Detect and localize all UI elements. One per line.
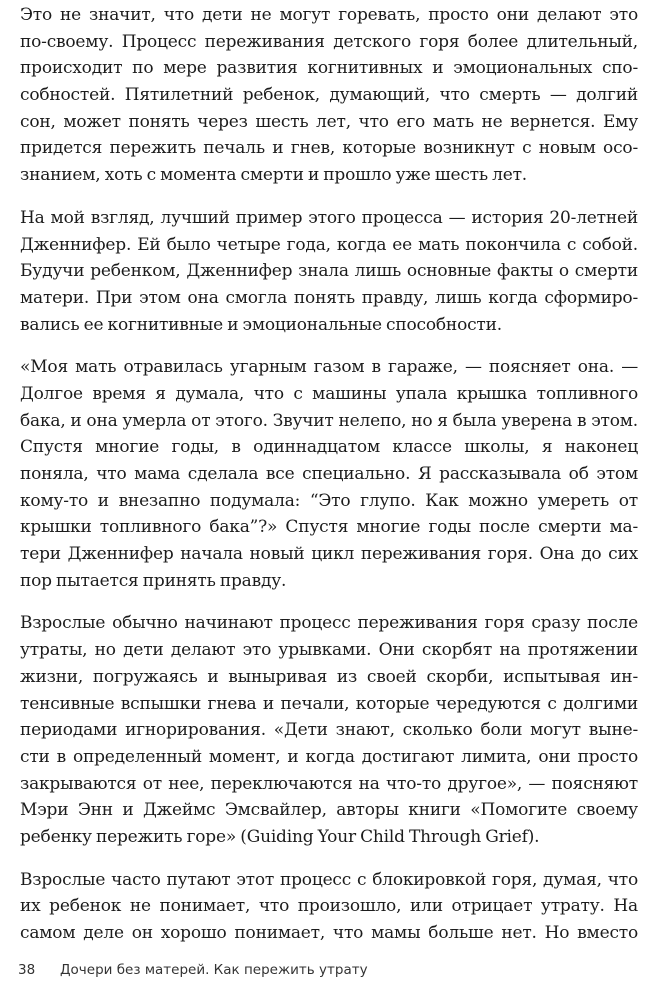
text-line: тенсивные вспышки гнева и печали, которые чередуются с долгими (20, 693, 638, 714)
text-line: Взрослые обычно начинают процесс переживания горя сразу после (20, 613, 638, 634)
text-line: ребенку пережить горе» (Guiding Your Child Through Grief). (20, 826, 540, 847)
text-line: пор пытается принять правду. (20, 570, 287, 591)
text-line: закрываются от нее, переключаются на что-то другое», — поясняют (20, 773, 638, 794)
text-line: собностей. Пятилетний ребенок, думающий, что смерть — долгий (20, 85, 638, 106)
running-title: Дочери без матерей. Как пережить утрату (60, 962, 368, 978)
text-line: Дженнифер. Ей было четыре года, когда ее мать покончила с собой. (20, 234, 638, 255)
text-line: Долгое время я думала, что с машины упала крышка топливного (20, 383, 638, 404)
text-line: Спустя многие годы, в одиннадцатом классе школы, я наконец (20, 437, 638, 458)
text-line: сон, может понять через шесть лет, что его мать не вернется. Ему (20, 111, 638, 132)
text-line: утраты, но дети делают это урывками. Они скорбят на протяжении (20, 640, 638, 661)
page-body (20, 2, 638, 963)
text-line: их ребенок не понимает, что произошло, или отрицает утрату. На (20, 896, 638, 917)
text-line: На мой взгляд, лучший пример этого процесса — история 20-летней (20, 207, 638, 228)
text-line: бака, и она умерла от этого. Звучит нелепо, но я была уверена в этом. (20, 410, 638, 431)
text-line: жизни, погружаясь и выныривая из своей скорби, испытывая ин- (20, 666, 638, 687)
text-line: происходит по мере развития когнитивных и эмоциональных спо- (20, 58, 638, 79)
paragraph (20, 867, 638, 947)
text-line: «Моя мать отравилась угарным газом в гараже, — поясняет она. — (20, 357, 638, 378)
paragraph (20, 2, 638, 189)
text-line: знанием, хоть с момента смерти и прошло уже шесть лет. (20, 165, 527, 186)
text-line: матери. При этом она смогла понять правду, лишь когда сформиро- (20, 287, 638, 308)
text-line: периодами игнорирования. «Дети знают, сколько боли могут выне- (20, 720, 638, 741)
text-line: Это не значит, что дети не могут горевать, просто они делают это (20, 5, 638, 25)
paragraph (20, 610, 638, 850)
paragraph (20, 205, 638, 338)
text-line: поняла, что мама сделала все специально. Я рассказывала об этом (20, 464, 638, 484)
text-line: придется пережить печаль и гнев, которые возникнут с новым осо- (20, 138, 638, 159)
text-line: самом деле он хорошо понимает, что мамы больше нет. Но вместо (20, 923, 638, 943)
text-line: Взрослые часто путают этот процесс с блокировкой горя, думая, что (20, 869, 638, 890)
page-number: 38 (18, 962, 36, 978)
text-line: вались ее когнитивные и эмоциональные способности. (20, 314, 502, 335)
text-line: сти в определенный момент, и когда достигают лимита, они просто (20, 746, 638, 767)
text-line: Будучи ребенком, Дженнифер знала лишь основные факты о смерти (20, 261, 638, 282)
text-line: крышки топливного бака”?» Спустя многие годы после смерти ма- (20, 517, 638, 538)
paragraph (20, 354, 638, 594)
text-line: кому-то и внезапно подумала: “Это глупо. Как можно умереть от (20, 490, 638, 511)
text-line: Мэри Энн и Джеймс Эмсвайлер, авторы книги «Помогите своему (20, 800, 638, 821)
text-line: тери Дженнифер начала новый цикл переживания горя. Она до сих (20, 544, 638, 565)
page-footer (18, 962, 368, 978)
text-line: по-своему. Процесс переживания детского горя более длительный, (20, 31, 638, 52)
